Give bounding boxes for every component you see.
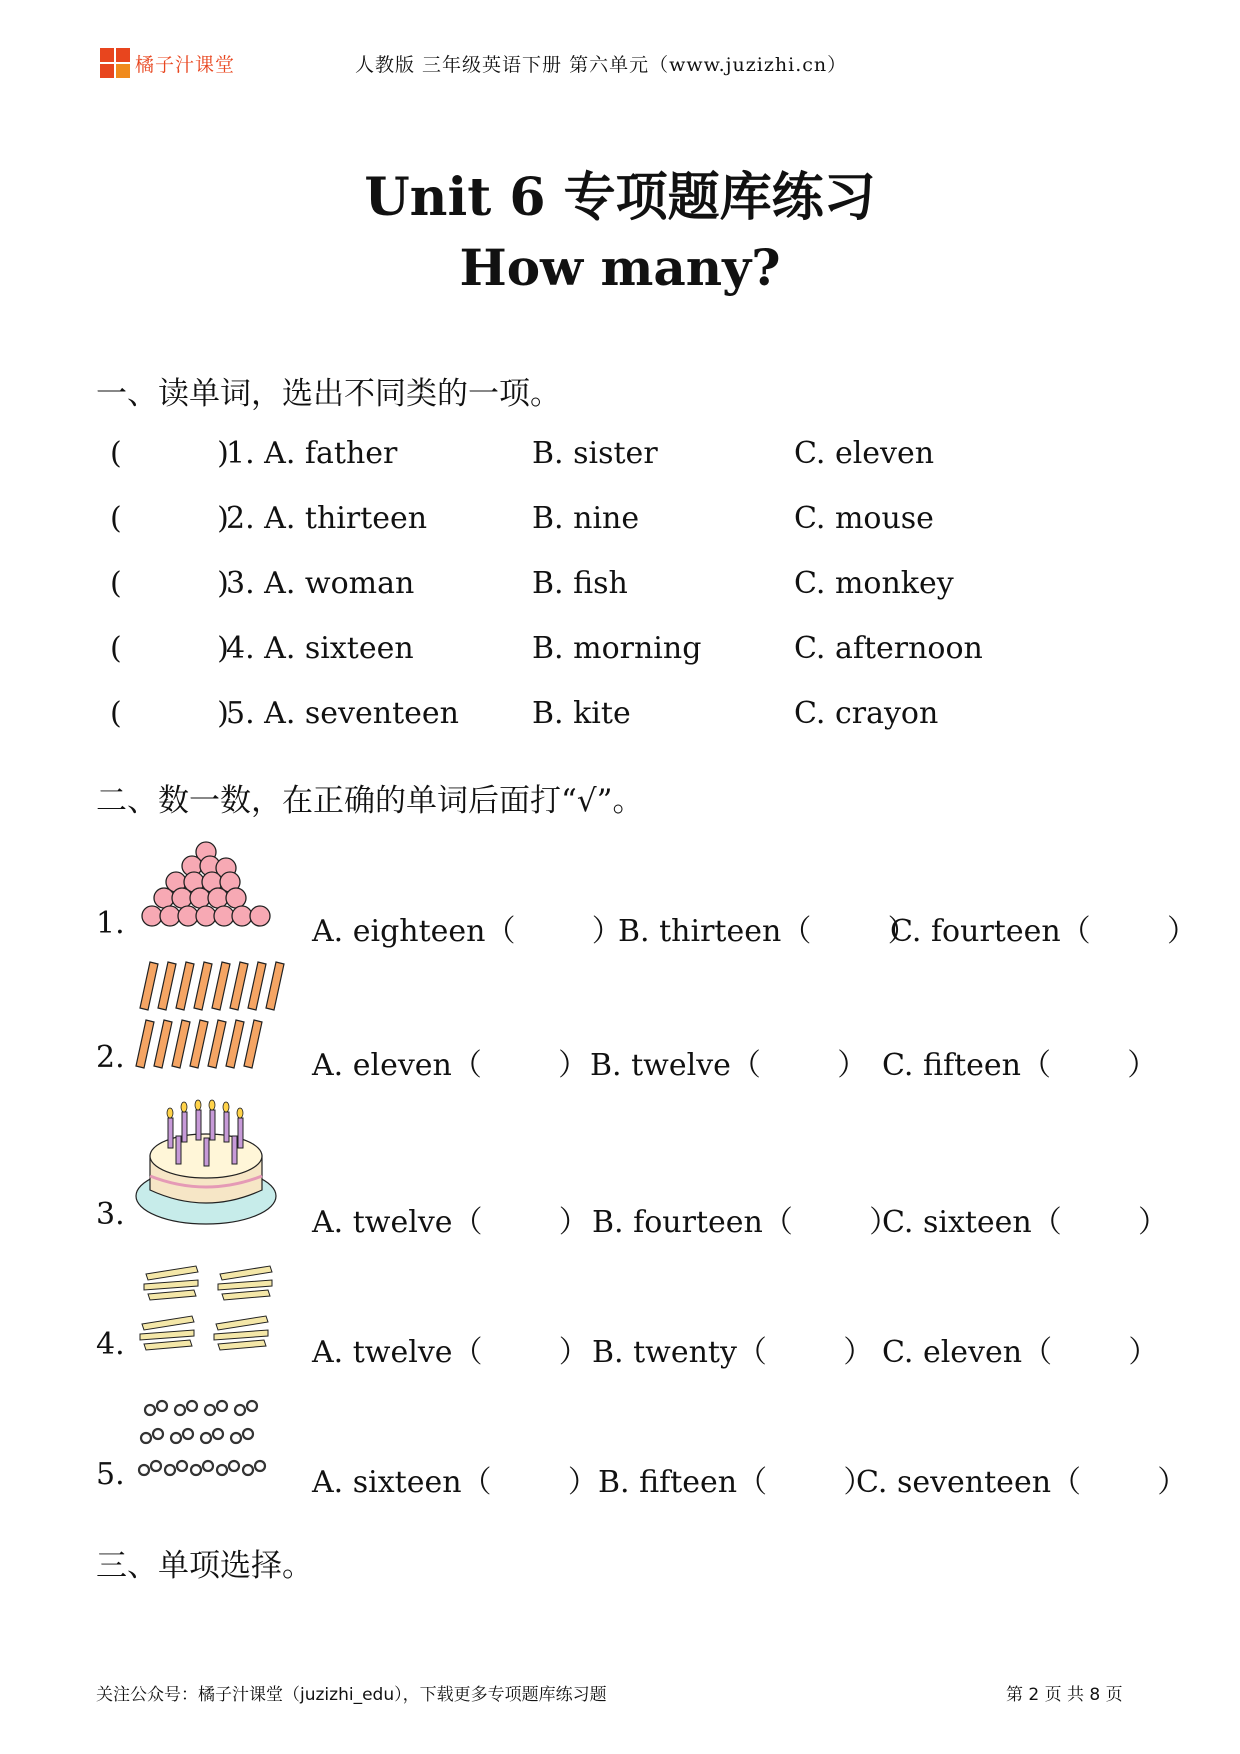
question-row bbox=[110, 566, 1110, 606]
count-question-row bbox=[96, 1457, 1188, 1500]
section1-heading: 一、读单词，选出不同类的一项。 bbox=[96, 376, 561, 412]
option-c: C. crayon bbox=[794, 696, 939, 731]
worksheet-title: Unit 6 专项题库练习 bbox=[364, 167, 876, 228]
logo-icon bbox=[100, 48, 130, 78]
question-row bbox=[110, 501, 1110, 541]
question-number: 2. bbox=[96, 1040, 125, 1075]
count-question-row bbox=[96, 906, 1197, 949]
option-a[interactable]: A. twelve（ ） bbox=[312, 1205, 589, 1240]
option-b[interactable]: B. thirteen（ ） bbox=[618, 914, 918, 949]
option-a: 2. A. thirteen bbox=[226, 501, 428, 536]
logo-text: 橘子汁课堂 bbox=[135, 53, 236, 76]
question-number: 1. bbox=[96, 906, 125, 941]
count-question-row bbox=[96, 1327, 1159, 1370]
option-a: 4. A. sixteen bbox=[226, 631, 414, 666]
count-question-row bbox=[96, 1197, 1169, 1240]
option-a: 1. A. father bbox=[226, 436, 398, 471]
question-row bbox=[110, 436, 1110, 476]
answer-paren[interactable]: ( ) bbox=[110, 501, 229, 536]
option-c[interactable]: C. fourteen（ ） bbox=[890, 914, 1197, 949]
section3-heading: 三、单项选择。 bbox=[96, 1548, 313, 1584]
logo bbox=[100, 48, 235, 78]
section2-heading: 二、数一数，在正确的单词后面打“√”。 bbox=[96, 783, 644, 819]
option-b[interactable]: B. twenty（ ） bbox=[592, 1335, 874, 1370]
option-c[interactable]: C. eleven（ ） bbox=[882, 1335, 1159, 1370]
option-a[interactable]: A. eighteen（ ） bbox=[312, 914, 622, 949]
option-c: C. eleven bbox=[794, 436, 935, 471]
option-c[interactable]: C. fifteen（ ） bbox=[882, 1048, 1158, 1083]
option-c: C. mouse bbox=[794, 501, 934, 536]
option-a: 5. A. seventeen bbox=[226, 696, 459, 731]
worksheet-subtitle: How many? bbox=[459, 238, 781, 297]
footer-note: 关注公众号：橘子汁课堂（juzizhi_edu），下载更多专项题库练习题 bbox=[96, 1685, 607, 1705]
count-question-row bbox=[96, 1040, 1158, 1083]
question-number: 5. bbox=[96, 1457, 125, 1492]
option-b[interactable]: B. fifteen（ ） bbox=[598, 1465, 874, 1500]
option-c[interactable]: C. seventeen（ ） bbox=[856, 1465, 1188, 1500]
option-c: C. monkey bbox=[794, 566, 954, 601]
page-number: 第 2 页 共 8 页 bbox=[1006, 1685, 1123, 1705]
option-b: B. fish bbox=[532, 566, 628, 601]
option-a: 3. A. woman bbox=[226, 566, 415, 601]
option-a[interactable]: A. sixteen（ ） bbox=[312, 1465, 598, 1500]
answer-paren[interactable]: ( ) bbox=[110, 436, 229, 471]
option-b: B. sister bbox=[532, 436, 658, 471]
option-b: B. nine bbox=[532, 501, 640, 536]
option-a[interactable]: A. twelve（ ） bbox=[312, 1335, 589, 1370]
option-c[interactable]: C. sixteen（ ） bbox=[882, 1205, 1169, 1240]
question-number: 4. bbox=[96, 1327, 125, 1362]
option-b[interactable]: B. twelve（ ） bbox=[590, 1048, 868, 1083]
option-b: B. morning bbox=[532, 631, 702, 666]
option-b[interactable]: B. fourteen（ ） bbox=[592, 1205, 900, 1240]
option-c: C. afternoon bbox=[794, 631, 983, 666]
answer-paren[interactable]: ( ) bbox=[110, 631, 229, 666]
answer-paren[interactable]: ( ) bbox=[110, 566, 229, 601]
question-row bbox=[110, 631, 1110, 671]
question-number: 3. bbox=[96, 1197, 125, 1232]
option-b: B. kite bbox=[532, 696, 631, 731]
question-row bbox=[110, 696, 1110, 736]
option-a[interactable]: A. eleven（ ） bbox=[312, 1048, 589, 1083]
answer-paren[interactable]: ( ) bbox=[110, 696, 229, 731]
header-title: 人教版 三年级英语下册 第六单元（www.juzizhi.cn） bbox=[355, 54, 848, 76]
